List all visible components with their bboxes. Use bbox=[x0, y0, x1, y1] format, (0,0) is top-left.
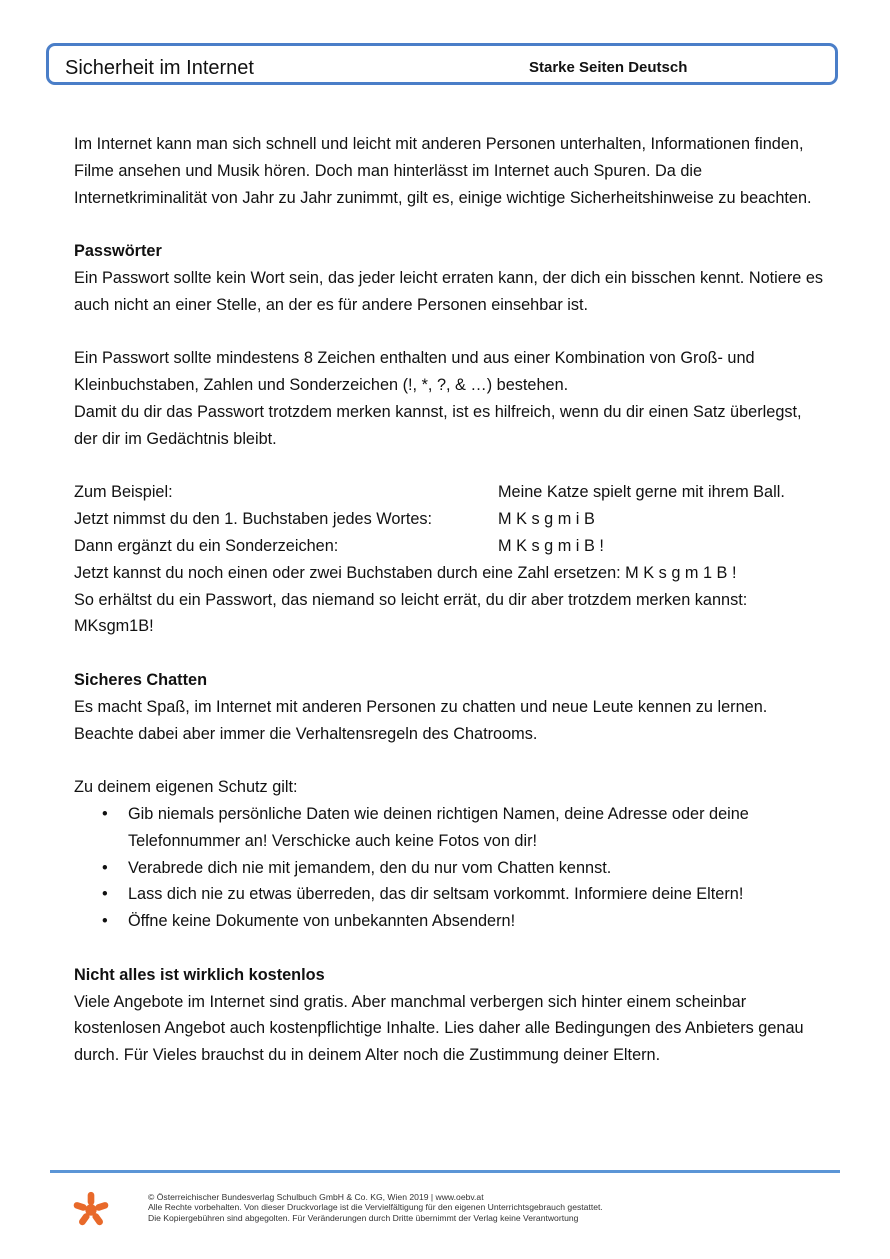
header-box bbox=[46, 43, 838, 85]
list-item bbox=[74, 801, 824, 855]
footer-divider bbox=[50, 1170, 840, 1173]
bullet-icon: • bbox=[102, 912, 108, 931]
footer-line-3: Die Kopiergebühren sind abgegolten. Für Veränderungen durch Dritte übernimmt der Verlag keine Verantwortung bbox=[148, 1212, 579, 1223]
footer-copyright bbox=[148, 1192, 828, 1223]
spacer bbox=[74, 453, 824, 480]
list-item bbox=[74, 855, 824, 882]
chat-rules-list bbox=[74, 801, 824, 935]
spacer bbox=[74, 319, 824, 346]
example-label: Jetzt nimmst du den 1. Buchstaben jedes Wortes: bbox=[74, 510, 433, 529]
spacer bbox=[74, 747, 824, 774]
passwords-paragraph-4: Jetzt kannst du noch einen oder zwei Buchstaben durch eine Zahl ersetzen: M K s g m 1 B ! bbox=[74, 563, 737, 582]
example-value: Meine Katze spielt gerne mit ihrem Ball. bbox=[498, 483, 785, 502]
chat-paragraph-1: Es macht Spaß, im Internet mit anderen Personen zu chatten und neue Leute kennen zu lernen. Beachte dabei aber immer die Verhaltensregeln des Chatrooms. bbox=[74, 697, 768, 743]
example-label: Zum Beispiel: bbox=[74, 483, 173, 502]
example-row bbox=[74, 479, 824, 506]
section-heading-costs: Nicht alles ist wirklich kostenlos bbox=[74, 965, 325, 984]
list-item-text: Verabrede dich nie mit jemandem, den du nur vom Chatten kennst. bbox=[128, 858, 612, 877]
spacer bbox=[74, 640, 824, 667]
passwords-paragraph-3: Damit du dir das Passwort trotzdem merken kannst, ist es hilfreich, wenn du dir einen Satz überlegst, der dir im Gedächtnis bleibt. bbox=[74, 402, 802, 448]
passwords-paragraph-1: Ein Passwort sollte kein Wort sein, das jeder leicht erraten kann, der dich ein bisschen kennt. Notiere es auch nicht an einer Stelle, an der es für andere Personen einsehbar ist. bbox=[74, 268, 824, 314]
section-heading-passwords: Passwörter bbox=[74, 242, 162, 261]
spacer bbox=[74, 211, 824, 238]
list-item bbox=[74, 908, 824, 935]
list-item-text: Öffne keine Dokumente von unbekannten Absendern! bbox=[128, 912, 516, 931]
page-title: Sicherheit im Internet bbox=[65, 57, 254, 79]
list-item-text: Gib niemals persönliche Daten wie deinen richtigen Namen, deine Adresse oder deine Telefonnummer an! Verschicke auch keine Fotos von dir! bbox=[128, 804, 749, 850]
list-item bbox=[74, 881, 824, 908]
list-item-text: Lass dich nie zu etwas überreden, das dir seltsam vorkommt. Informiere deine Eltern! bbox=[128, 885, 744, 904]
publisher-logo-icon bbox=[72, 1190, 110, 1228]
example-value: M K s g m i B ! bbox=[498, 536, 604, 555]
chat-rules-intro: Zu deinem eigenen Schutz gilt: bbox=[74, 778, 298, 797]
brand-label: Starke Seiten Deutsch bbox=[529, 59, 688, 76]
footer-line-2: Alle Rechte vorbehalten. Von dieser Druckvorlage ist die Vervielfältigung für den eigenen Unterrichtsgebrauch gestattet. bbox=[148, 1202, 603, 1213]
bullet-icon: • bbox=[102, 885, 108, 904]
costs-paragraph-1: Viele Angebote im Internet sind gratis. Aber manchmal verbergen sich hinter einem scheinbar kostenlosen Angebot auch kostenpflichtige Inhalte. Lies daher alle Bedingungen des Anbieters genau durch. Für Vieles brauchst du in deinem Alter noch die Zustimmung deiner Eltern. bbox=[74, 992, 804, 1065]
example-row bbox=[74, 533, 824, 560]
document-body bbox=[74, 131, 824, 1069]
example-row bbox=[74, 506, 824, 533]
spacer bbox=[74, 935, 824, 962]
passwords-paragraph-2: Ein Passwort sollte mindestens 8 Zeichen enthalten und aus einer Kombination von Groß- und Kleinbuchstaben, Zahlen und Sonderzeichen (!, *, ?, & …) bestehen. bbox=[74, 349, 755, 395]
bullet-icon: • bbox=[102, 804, 108, 823]
footer-line-1: © Österreichischer Bundesverlag Schulbuch GmbH & Co. KG, Wien 2019 | www.oebv.at bbox=[148, 1192, 484, 1202]
example-label: Dann ergänzt du ein Sonderzeichen: bbox=[74, 536, 339, 555]
example-value: M K s g m i B bbox=[498, 510, 595, 529]
passwords-paragraph-5: So erhältst du ein Passwort, das niemand so leicht errät, du dir aber trotzdem merken kannst: MKsgm1B! bbox=[74, 590, 748, 636]
intro-paragraph: Im Internet kann man sich schnell und leicht mit anderen Personen unterhalten, Informationen finden, Filme ansehen und Musik hören. Doch man hinterlässt im Internet auch Spuren. Da die Internetkriminalität von Jahr zu Jahr zunimmt, gilt es, einige wichtige Sicherheitshinweise zu beachten. bbox=[74, 135, 812, 207]
bullet-icon: • bbox=[102, 858, 108, 877]
section-heading-chat: Sicheres Chatten bbox=[74, 670, 208, 689]
